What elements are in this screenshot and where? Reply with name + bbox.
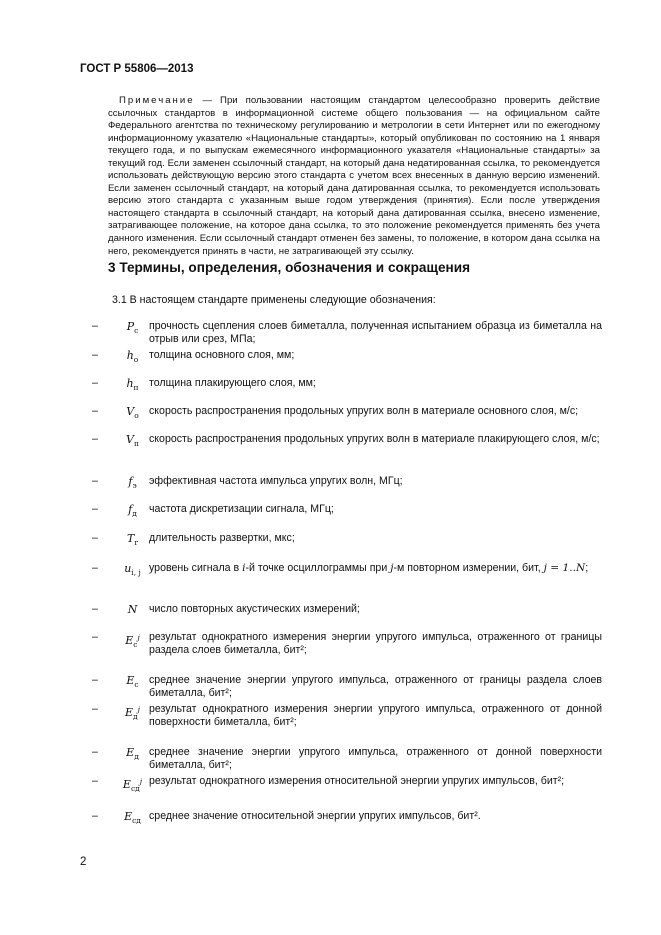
list-dash: –	[92, 475, 98, 487]
symbol-description: толщина плакирующего слоя, мм;	[149, 377, 316, 389]
symbol-description: толщина основного слоя, мм;	[149, 349, 295, 361]
symbol-item	[92, 775, 602, 795]
symbol-description: среднее значение энергии упругого импульса, отраженного от границы раздела слоев биметалла, бит²;	[149, 674, 602, 700]
symbol: $V_п$	[126, 433, 139, 448]
symbol: $P_c$	[126, 320, 139, 335]
symbol-item	[92, 320, 602, 347]
list-dash: –	[92, 603, 98, 615]
symbol: $E_{сд}^j$	[122, 777, 143, 793]
note-paragraph	[108, 95, 600, 258]
symbol-item	[92, 532, 602, 549]
list-dash: –	[92, 674, 98, 686]
symbol-item	[92, 405, 602, 422]
symbol-description: результат однократного измерения энергии упругого импульса, отраженного от границы раздела слоев биметалла, бит²;	[149, 631, 602, 657]
symbol: $E_c^j$	[125, 633, 140, 649]
symbol-item	[92, 503, 602, 520]
symbol: $u_{i, j}$	[124, 562, 141, 577]
symbol: $V_о$	[126, 405, 139, 420]
note-text: — При пользовании настоящим стандартом целесообразно проверить действие ссылочных стандартов в информационной системе общего пользования — на официальном сайте Федерального агентства по техническому регулированию и метрологии в сети Интернет или по ежегодному информационному указателю «Национальные стандарты», который опубликован по состоянию на 1 января текущего года, и по выпускам ежемесячного информационного указателя «Национальные стандарты» за текущий год. Если заменен ссылочный стандарт, на который дана недатированная ссылка, то рекомендуется использовать действующую версию этого стандарта с учетом всех внесенных в данную версию изменений. Если заменен ссылочный стандарт, на который дана датированная ссылка, то рекомендуется использовать версию этого стандарта с указанным выше годом утверждения (принятия). Если после утверждения настоящего стандарта в ссылочный стандарт, на который дана датированная ссылка, внесено изменение, затрагивающее положение, на которое дана ссылка, то это положение рекомендуется применять без учета данного изменения. Если ссылочный стандарт отменен без замены, то положение, в котором дана ссылка на него, рекомендуется принять в части, не затрагивающей эту ссылку.	[108, 95, 600, 257]
page-number: 2	[80, 856, 87, 868]
symbol-item	[92, 433, 602, 450]
symbol: $T_r$	[127, 532, 138, 547]
symbol-item	[92, 475, 602, 492]
symbol-item	[92, 562, 602, 579]
symbol-description: среднее значение относительной энергии упругих импульсов, бит².	[149, 810, 481, 822]
symbol-description: прочность сцепления слоев биметалла, полученная испытанием образца из биметалла на отрыв или срез, МПа;	[149, 320, 602, 346]
symbol: $E_д^j$	[125, 705, 140, 721]
symbol: $E_{сд}$	[124, 810, 141, 825]
list-dash: –	[92, 631, 98, 643]
section-title: 3 Термины, определения, обозначения и сокращения	[108, 260, 471, 275]
intro-paragraph: 3.1 В настоящем стандарте применены следующие обозначения:	[112, 294, 436, 306]
symbol-description: число повторных акустических измерений;	[149, 603, 360, 615]
symbol-description: результат однократного измерения энергии упругого импульса, отраженного от донной поверхности биметалла, бит²;	[149, 703, 602, 729]
symbol-item	[92, 746, 602, 773]
symbol: $h_п$	[126, 377, 139, 392]
symbol: $f_э$	[128, 475, 137, 490]
symbol-description: скорость распространения продольных упругих волн в материале основного слоя, м/с;	[149, 405, 579, 417]
list-dash: –	[92, 703, 98, 715]
document-header: ГОСТ Р 55806—2013	[80, 63, 194, 75]
list-dash: –	[92, 405, 98, 417]
list-dash: –	[92, 562, 98, 574]
symbol-description: результат однократного измерения относительной энергии упругих импульсов, бит²;	[149, 775, 565, 787]
symbol-description: среднее значение энергии упругого импульса, отраженного от донной поверхности биметалла, бит²;	[149, 746, 602, 772]
list-dash: –	[92, 377, 98, 389]
symbol-item	[92, 674, 602, 701]
list-dash: –	[92, 503, 98, 515]
symbol: N	[127, 603, 138, 616]
symbol: $f_д$	[128, 503, 137, 518]
symbol-item	[92, 810, 602, 827]
symbol-description: эффективная частота импульса упругих волн, МГц;	[149, 475, 403, 487]
list-dash: –	[92, 349, 98, 361]
list-dash: –	[92, 746, 98, 758]
list-dash: –	[92, 775, 98, 787]
symbol-item	[92, 631, 602, 658]
symbol-item	[92, 349, 602, 366]
symbol-description: частота дискретизации сигнала, МГц;	[149, 503, 334, 515]
list-dash: –	[92, 320, 98, 332]
note-label: Примечание	[119, 95, 195, 106]
symbol-item	[92, 703, 602, 730]
symbol-item	[92, 603, 602, 616]
symbol: $h_о$	[126, 349, 139, 364]
symbol-item	[92, 377, 602, 394]
symbol-description: длительность развертки, мкс;	[149, 532, 295, 544]
list-dash: –	[92, 433, 98, 445]
symbol-description: уровень сигнала в i-й точке осциллограммы при j-м повторном измерении, бит, j = 1..N;	[149, 562, 589, 574]
symbol-description: скорость распространения продольных упругих волн в материале плакирующего слоя, м/с;	[149, 433, 600, 445]
list-dash: –	[92, 810, 98, 822]
list-dash: –	[92, 532, 98, 544]
symbol: $E_c$	[126, 674, 139, 689]
symbol: $E_д$	[126, 746, 139, 761]
